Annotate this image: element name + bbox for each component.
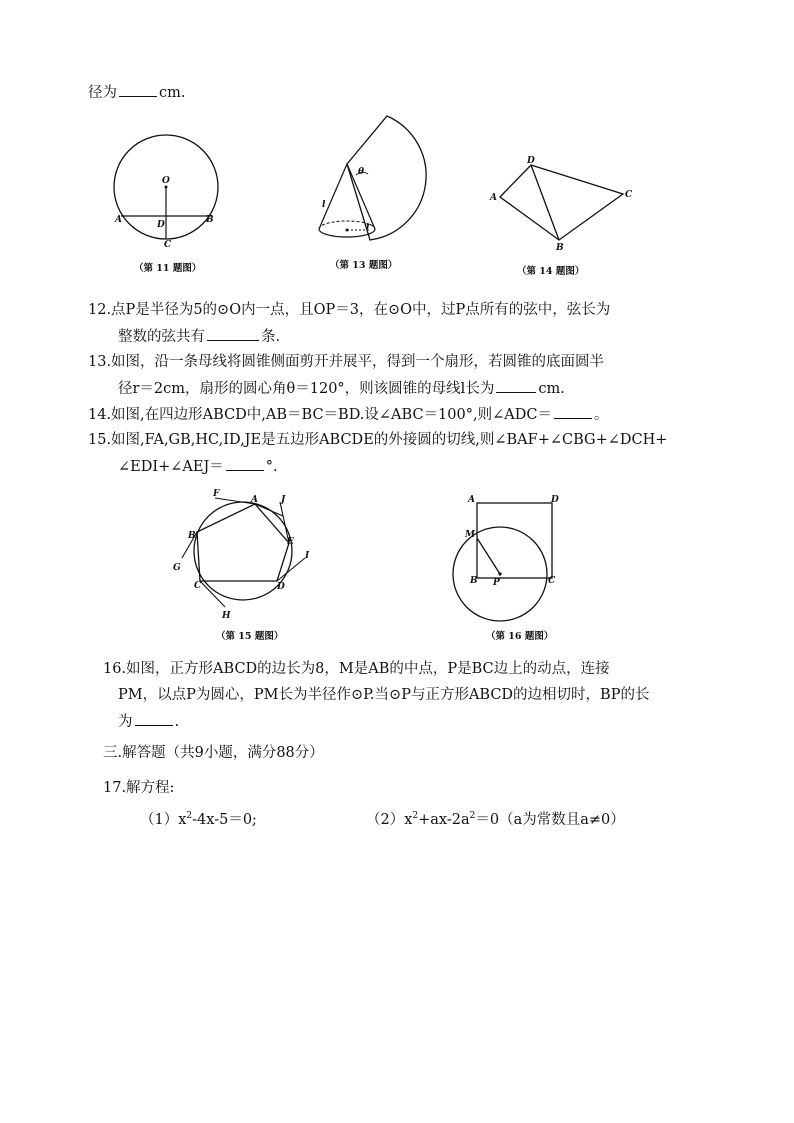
- caption-11: （第 11 题图）: [134, 263, 202, 274]
- label-F: F: [213, 489, 220, 499]
- question-17-part2: $(2)x^2+ax-2a^2=0(a$为常数且a≠0）: [366, 811, 625, 828]
- label-D: D: [551, 495, 559, 505]
- answer-blank: [207, 326, 259, 341]
- label-r: r: [366, 222, 371, 232]
- question-15-line1: 15.如图,FA,GB,HC,ID,JE是五边形ABCDE的外接圆的切线,则∠BAF+∠CBG+∠DCH+: [88, 432, 668, 448]
- figure-16: [450, 490, 580, 625]
- label-E: E: [287, 537, 294, 547]
- label-theta: θ: [358, 167, 365, 177]
- answer-blank: [135, 711, 173, 726]
- label-C: C: [625, 190, 633, 200]
- label-B: B: [556, 243, 564, 253]
- question-13-line2: 径r＝2cm，扇形的圆心角θ＝120°，则该圆锥的母线l长为 cm.: [118, 378, 565, 399]
- label-A: A: [468, 495, 475, 505]
- answer-blank: [119, 82, 157, 97]
- figure-14: [485, 152, 640, 252]
- label-l: l: [322, 200, 326, 210]
- figure-11: [108, 130, 228, 255]
- question-16-line2: PM，以点P为圆心，PM长为半径作⊙P.当⊙P与正方形ABCD的边相切时，BP的长: [118, 687, 650, 703]
- figure-15: [170, 488, 320, 623]
- label-A: A: [115, 215, 122, 225]
- caption-13: （第 13 题图）: [330, 260, 398, 271]
- answer-blank: [496, 378, 536, 393]
- section-3-heading: 三.解答题（共9小题，满分88分）: [103, 745, 324, 761]
- label-D: D: [527, 156, 535, 166]
- question-15-line2: ∠EDI+∠AEJ＝ °.: [118, 456, 278, 477]
- question-16-line1: 16.如图，正方形ABCD的边长为8，M是AB的中点，P是BC边上的动点，连接: [103, 661, 610, 677]
- label-D: D: [157, 220, 165, 230]
- question-12-line2: 整数的弦共有 条.: [118, 326, 280, 347]
- label-B: B: [206, 215, 214, 225]
- question-16-line3: 为 .: [118, 711, 179, 732]
- label-A: A: [251, 495, 258, 505]
- question-17-part1: $(1)x^2-4x-5=0$;: [140, 811, 257, 828]
- caption-16: （第 16 题图）: [486, 631, 554, 642]
- label-M: M: [465, 530, 475, 540]
- answer-blank: [226, 456, 264, 471]
- label-I: I: [305, 551, 310, 561]
- caption-14: （第 14 题图）: [517, 266, 585, 277]
- label-C: C: [194, 581, 202, 591]
- label-O: O: [162, 176, 170, 186]
- label-B: B: [470, 576, 478, 586]
- label-P: P: [493, 578, 500, 588]
- label-B: B: [188, 531, 196, 541]
- label-C: C: [548, 576, 556, 586]
- label-H: H: [222, 611, 231, 621]
- question-11-tail: 径为 cm.: [88, 82, 185, 103]
- question-13-line1: 13.如图，沿一条母线将圆锥侧面剪开并展平，得到一个扇形，若圆锥的底面圆半: [88, 354, 605, 370]
- question-14: 14.如图,在四边形ABCD中,AB＝BC＝BD.设∠ABC＝100°,则∠ADC＝ 。: [88, 404, 608, 425]
- label-J: J: [281, 495, 286, 505]
- answer-blank: [554, 404, 592, 419]
- caption-15: （第 15 题图）: [216, 631, 284, 642]
- label-C: C: [164, 240, 172, 250]
- question-12-line1: 12.点P是半径为5的⊙O内一点，且OP＝3，在⊙O中，过P点所有的弦中，弦长为: [88, 302, 611, 318]
- label-G: G: [173, 563, 181, 573]
- figure-13: [310, 112, 440, 247]
- label-A: A: [490, 193, 497, 203]
- label-D: D: [277, 582, 285, 592]
- question-17-title: 17.解方程:: [103, 780, 175, 796]
